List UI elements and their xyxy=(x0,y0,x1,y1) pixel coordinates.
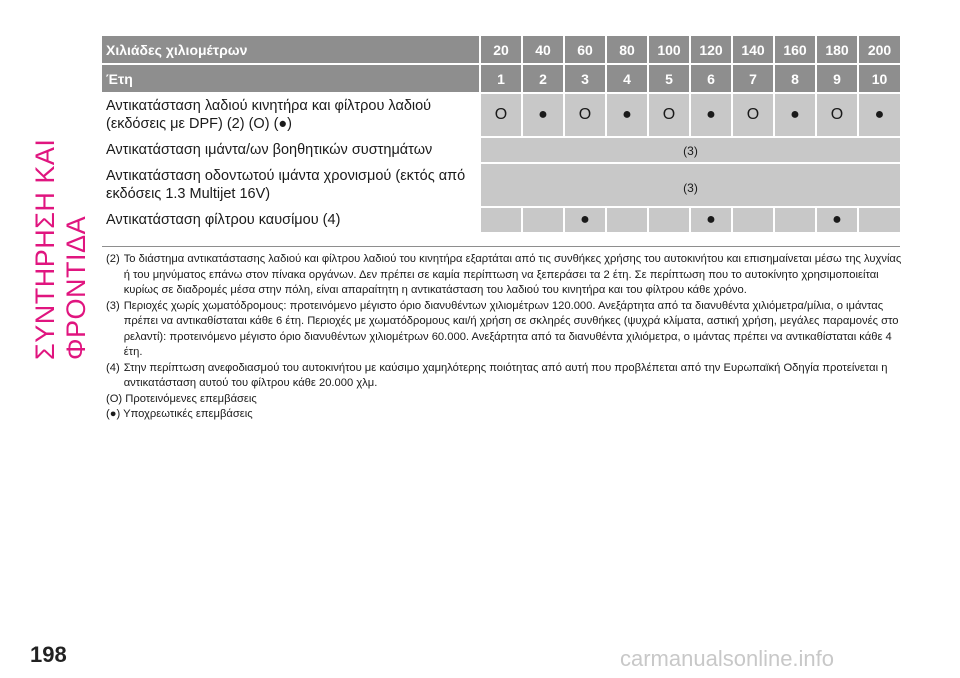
header-year-cell: 5 xyxy=(648,64,690,93)
header-km-cell: 20 xyxy=(480,36,522,64)
header-km-cell: 160 xyxy=(774,36,816,64)
interval-cell xyxy=(522,207,564,233)
table-row-fuel-filter xyxy=(102,207,900,233)
row-label xyxy=(102,137,480,163)
header-km-cell: 80 xyxy=(606,36,648,64)
footnote-text: Το διάστημα αντικατάστασης λαδιού και φίλτρου λαδιού του κινητήρα εξαρτάται από τις συνθήκες χρήσης του αυτοκινήτου και επισημαίνεται μέσω της λυχνίας ή του μηνύματος επάνω στον πίνακα οργάνων. Δεν πρέπει σε καμία περίπτωση να ξεπεράσει τα 2 έτη. Σε περίπτωση που το αυτοκίνητο χρησιμοποιείται κυρίως σε διαδρομές μέσα στην πόλη, είναι απαραίτητη η αντικατάσταση του λαδιού του κινητήρα και του φίλτρου κάθε χρόνο. xyxy=(123,253,902,296)
interval-cell: O xyxy=(564,93,606,137)
header-km-label: Χιλιάδες χιλιομέτρων xyxy=(102,36,480,64)
header-year-cell: 3 xyxy=(564,64,606,93)
header-km-cell: 100 xyxy=(648,36,690,64)
interval-cell: ● xyxy=(564,207,606,233)
header-year-cell: 7 xyxy=(732,64,774,93)
interval-cell: O xyxy=(732,93,774,137)
row-label-line: Αντικατάσταση οδοντωτού ιμάντα χρονισμού (εκτός από xyxy=(106,168,466,184)
spanned-interval-cell: (3) xyxy=(480,163,900,207)
interval-cell xyxy=(774,207,816,233)
header-year-cell: 6 xyxy=(690,64,732,93)
interval-cell: ● xyxy=(690,207,732,233)
header-years-label: Έτη xyxy=(102,64,480,93)
header-year-cell: 1 xyxy=(480,64,522,93)
interval-cell xyxy=(732,207,774,233)
row-label xyxy=(102,207,480,233)
header-km-cell: 60 xyxy=(564,36,606,64)
header-row-years xyxy=(102,64,900,93)
interval-cell xyxy=(480,207,522,233)
row-label-line: Αντικατάσταση φίλτρου καυσίμου (4) xyxy=(106,212,341,228)
header-year-cell: 10 xyxy=(858,64,900,93)
header-km-cell: 180 xyxy=(816,36,858,64)
interval-cell xyxy=(858,207,900,233)
table-row-oil-change xyxy=(102,93,900,137)
interval-cell: O xyxy=(648,93,690,137)
row-label-line: εκδόσεις 1.3 Multijet 16V) xyxy=(106,186,271,202)
legend-recommended xyxy=(106,392,902,408)
footnote-text: Περιοχές χωρίς χωματόδρομους: προτεινόμενο μέγιστο όριο διανυθέντων χιλιομέτρων 120.000. Ανεξάρτητα από τα διανυθέντα χιλιόμετρα/μίλια, ο ιμάντας πρέπει να αντικαθίσταται κάθε 6 έτη. Περιοχές με χωματόδρομους και/ή χρήση σε σκληρές συνθήκες (ψυχρά κλίματα, αστική χρήση, μεγάλες παραμονές στο ρελαντί): προτεινόμενο μέγιστο όριο διανυθέντων χιλιομέτρων 60.000. Ανεξάρτητα από τα διανυθέντα χιλιόμετρα, ο ιμάντας πρέπει να αντικαθίσταται κάθε 4 έτη. xyxy=(123,299,899,358)
interval-cell: ● xyxy=(774,93,816,137)
footnote-text: Στην περίπτωση ανεφοδιασμού του αυτοκινήτου με καύσιμο χαμηλότερης ποιότητας από αυτή που προβλέπεται από την Ευρωπαϊκή Οδηγία προτείνεται η αντικατάσταση αυτού του φίλτρου κάθε 20.000 χλμ. xyxy=(123,361,888,389)
table-row-aux-belts xyxy=(102,137,900,163)
header-km-cell: 40 xyxy=(522,36,564,64)
table-bottom-rule xyxy=(102,246,900,247)
row-label-line: Αντικατάσταση λαδιού κινητήρα και φίλτρου λαδιού xyxy=(106,98,432,114)
spanned-interval-cell: (3) xyxy=(480,137,900,163)
section-title-vertical: ΣΥΝΤΗΡΗΣΗ ΚΑΙ ΦΡΟΝΤΙΔΑ xyxy=(30,138,91,360)
interval-cell: ● xyxy=(606,93,648,137)
footnote-tag: (3) xyxy=(106,299,120,312)
page-number: 198 xyxy=(30,642,67,667)
legend-text: (O) Προτεινόμενες επεμβάσεις xyxy=(106,392,257,405)
interval-cell: ● xyxy=(858,93,900,137)
header-year-cell: 2 xyxy=(522,64,564,93)
legend-text: (●) Υποχρεωτικές επεμβάσεις xyxy=(106,408,253,420)
header-km-cell: 200 xyxy=(858,36,900,64)
footnote xyxy=(106,299,902,361)
row-label xyxy=(102,163,480,207)
header-year-cell: 9 xyxy=(816,64,858,93)
maintenance-schedule-table xyxy=(102,36,900,234)
header-year-cell: 4 xyxy=(606,64,648,93)
header-km-cell: 140 xyxy=(732,36,774,64)
interval-cell: ● xyxy=(816,207,858,233)
legend-mandatory xyxy=(106,407,902,423)
footnote xyxy=(106,252,902,299)
row-label xyxy=(102,93,480,137)
row-label-line: (εκδόσεις με DPF) (2) (O) (●) xyxy=(106,116,292,132)
interval-cell: O xyxy=(480,93,522,137)
interval-cell xyxy=(648,207,690,233)
header-row-km xyxy=(102,36,900,64)
interval-cell xyxy=(606,207,648,233)
footnote xyxy=(106,361,902,392)
interval-cell: O xyxy=(816,93,858,137)
footnotes xyxy=(106,252,902,423)
footnote-tag: (2) xyxy=(106,253,120,265)
footnote-tag: (4) xyxy=(106,361,120,374)
header-year-cell: 8 xyxy=(774,64,816,93)
table-row-timing-belt xyxy=(102,163,900,207)
watermark: carmanualsonline.info xyxy=(620,646,835,671)
interval-cell: ● xyxy=(522,93,564,137)
interval-cell: ● xyxy=(690,93,732,137)
row-label-line: Αντικατάσταση ιμάντα/ων βοηθητικών συστημάτων xyxy=(106,142,433,158)
header-km-cell: 120 xyxy=(690,36,732,64)
